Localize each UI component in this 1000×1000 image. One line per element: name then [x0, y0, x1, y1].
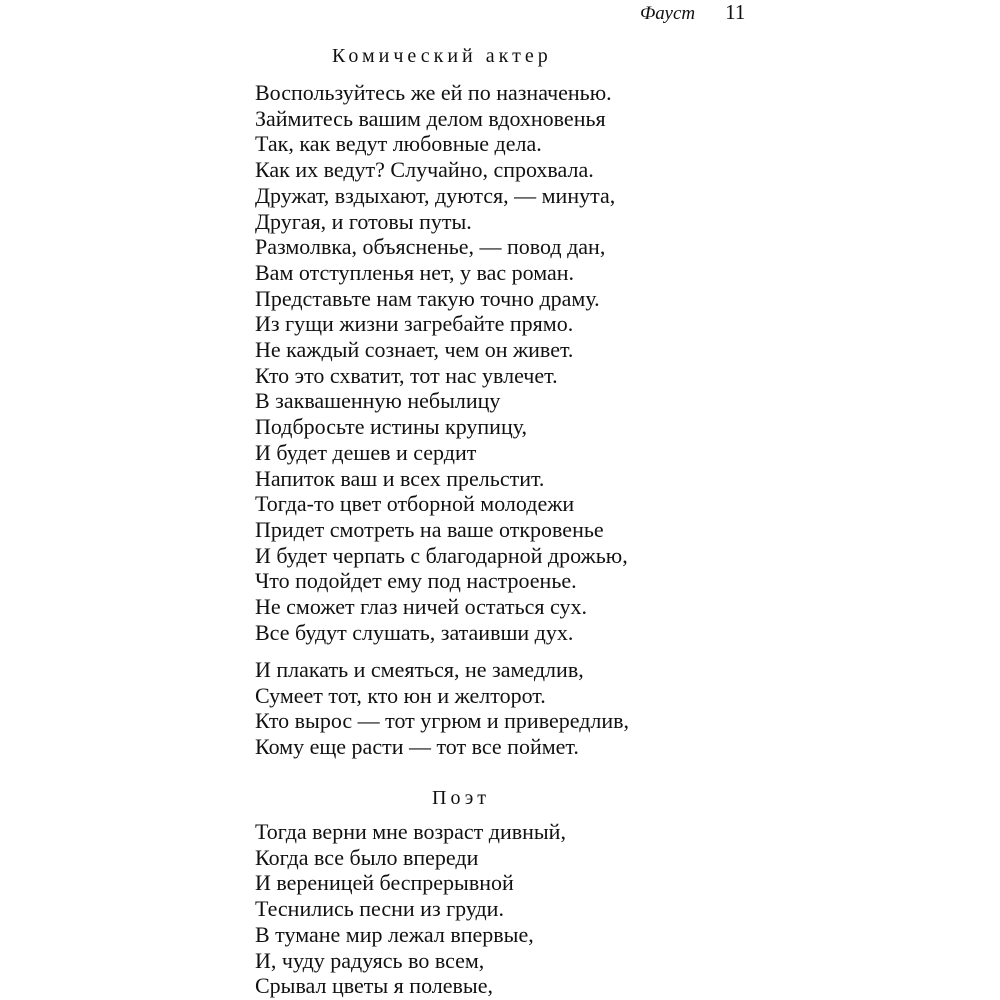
speaker-heading: Комический актер [332, 45, 552, 67]
verse-line: Когда все было впереди [255, 844, 479, 870]
verse-line: Воспользуйтесь же ей по назначенью. [255, 80, 612, 105]
verse-line: Дружат, вздыхают, дуются, — минута, [255, 182, 616, 208]
verse-line: И, чуду радуясь во всем, [255, 947, 485, 973]
stanza [255, 657, 629, 760]
verse-line: Из гущи жизни загребайте прямо. [255, 311, 574, 337]
stanza [255, 819, 566, 999]
verse-line: Напиток ваш и всех прельстит. [255, 465, 545, 491]
verse-line: Кто вырос — тот угрюм и привередлив, [255, 708, 630, 734]
verse-line: Кто это схватит, тот нас увлечет. [255, 362, 558, 388]
verse-line: И будет черпать с благодарной дрожью, [255, 542, 628, 568]
verse-line: Представьте нам такую точно драму. [255, 285, 600, 311]
speaker-heading: Поэт [432, 787, 491, 809]
verse-line: Сумеет тот, кто юн и желторот. [255, 682, 546, 708]
verse-line: Все будут слушать, затаивши дух. [255, 619, 574, 645]
verse-line: И будет дешев и сердит [255, 439, 477, 465]
verse-line: Подбросьте истины крупицу, [255, 414, 528, 440]
verse-line: Что подойдет ему под настроенье. [255, 568, 577, 594]
verse-line: Другая, и готовы путы. [255, 208, 472, 234]
verse-line: Займитесь вашим делом вдохновенья [255, 105, 606, 131]
verse-line: Кому еще расти — тот все поймет. [255, 734, 579, 760]
verse-line: Срывал цветы я полевые, [255, 973, 493, 999]
verse-line: Так, как ведут любовные дела. [255, 131, 542, 157]
verse-line: Тогда-то цвет отборной молодежи [255, 491, 575, 517]
verse-line: Придет смотреть на ваше откровенье [255, 516, 604, 542]
verse-line: Размолвка, объясненье, — повод дан, [255, 234, 606, 260]
stanza [255, 80, 628, 645]
verse-line: И вереницей беспрерывной [255, 870, 514, 896]
verse-line: И плакать и смеяться, не замедлив, [255, 657, 584, 682]
verse-line: Как их ведут? Случайно, спрохвала. [255, 157, 594, 183]
verse-line: Не сможет глаз ничей остаться сух. [255, 594, 587, 620]
verse-line: Вам отступленья нет, у вас роман. [255, 259, 574, 285]
verse-line: В заквашенную небылицу [255, 388, 501, 414]
verse-line: Теснились песни из груди. [255, 896, 504, 922]
verse-line: Тогда верни мне возраст дивный, [255, 819, 566, 844]
page-number: 11 [725, 0, 746, 24]
verse-line: В тумане мир лежал впервые, [255, 921, 534, 947]
verse-line: Не каждый сознает, чем он живет. [255, 337, 574, 363]
running-head [640, 0, 745, 24]
running-title: Фауст [640, 3, 696, 24]
